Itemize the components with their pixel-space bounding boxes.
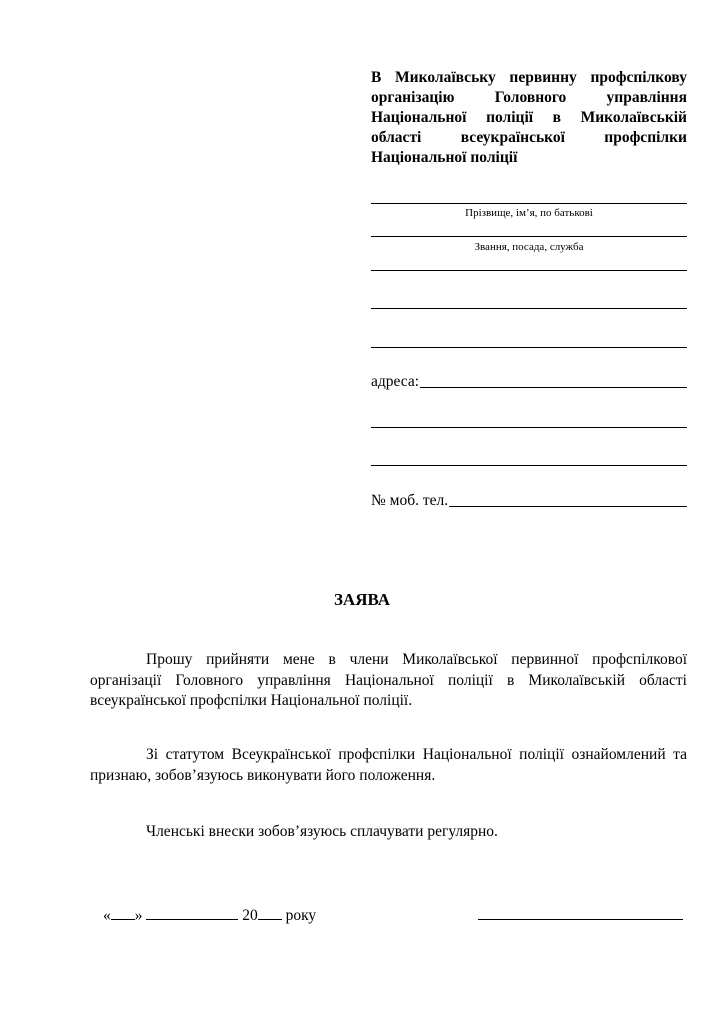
rank-position-line[interactable] bbox=[371, 236, 687, 237]
full-name-caption: Прізвище, ім’я, по батькові bbox=[465, 207, 593, 219]
year-blank[interactable] bbox=[258, 904, 282, 920]
addressee-block: В Миколаївську первинну профспілкову організацію Головного управління Національної поліції в Миколаївській області всеукраїнської профспілки Національної поліції bbox=[371, 69, 687, 166]
membership-request-paragraph: Прошу прийняти мене в члени Миколаївської первинної профспілкової організації Головного управління Національної поліції в Миколаївській області всеукраїнської профспілки Національної поліції. bbox=[90, 651, 687, 709]
quote-open: « bbox=[103, 907, 111, 924]
blank-line-3[interactable] bbox=[371, 347, 687, 348]
full-name-line[interactable] bbox=[371, 203, 687, 204]
address-label: адреса: bbox=[371, 373, 420, 390]
address-line-2[interactable] bbox=[371, 427, 687, 428]
mobile-phone-label: № моб. тел. bbox=[371, 492, 449, 509]
mobile-phone-fill-line[interactable] bbox=[449, 506, 687, 507]
month-blank[interactable] bbox=[146, 904, 238, 920]
mobile-phone-field[interactable] bbox=[371, 490, 687, 510]
charter-acknowledgement-paragraph: Зі статутом Всеукраїнської профспілки Національної поліції ознайомлений та признаю, зобов’язуюсь виконувати його положення. bbox=[90, 746, 687, 784]
statement-title: ЗАЯВА bbox=[333, 590, 391, 609]
address-field[interactable] bbox=[371, 371, 687, 391]
quote-close: » bbox=[134, 907, 143, 924]
address-fill-line[interactable] bbox=[420, 387, 687, 388]
address-line-3[interactable] bbox=[371, 465, 687, 466]
blank-line-2[interactable] bbox=[371, 308, 687, 309]
century-text: 20 bbox=[242, 907, 258, 924]
date-field[interactable] bbox=[103, 904, 316, 926]
rank-position-caption: Звання, посада, служба bbox=[474, 241, 584, 253]
blank-line-1[interactable] bbox=[371, 270, 687, 271]
day-blank[interactable] bbox=[111, 904, 135, 920]
dues-paragraph: Членські внески зобов’язуюсь сплачувати регулярно. bbox=[146, 823, 498, 840]
year-word: року bbox=[285, 907, 317, 924]
signature-line[interactable] bbox=[478, 919, 683, 920]
